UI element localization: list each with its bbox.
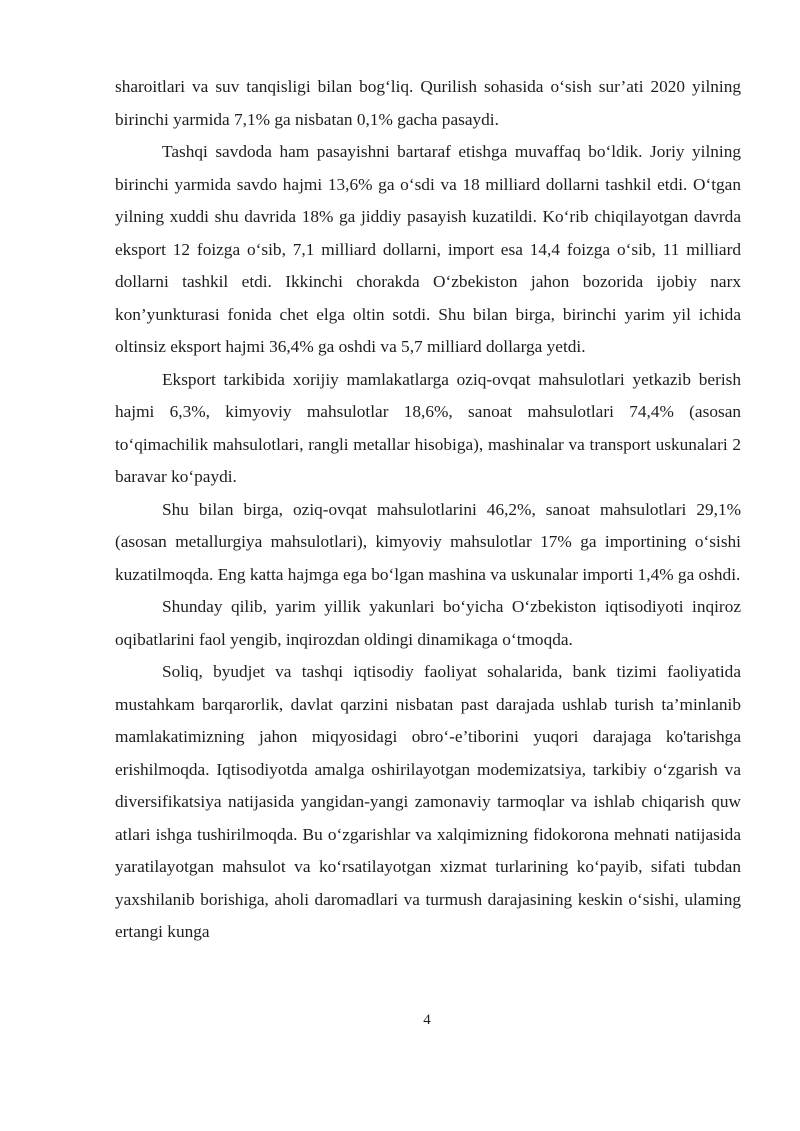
paragraph-stability: Soliq, byudjet va tashqi iqtisodiy faoliyat sohalarida, bank tizimi faoliyatida mustahkam barqarorlik, davlat qarzini nisbatan past darajada ushlab turish ta’minlanib mamlakatimizning jahon miqyosidagi obro‘-e’tiborini yuqori darajaga ko'tarishga erishilmoqda. Iqtisodiyotda amalga oshirilayotgan modemizatsiya, tarkibiy o‘zgarish va diversifikatsiya natijasida yangidan-yangi zamonaviy tarmoqlar va ishlab chiqarish quw atlari ishga tushirilmoqda. Bu o‘zgarishlar va xalqimizning fidokorona mehnati natijasida yaratilayotgan mahsulot va ko‘rsatilayotgan xizmat turlarining ko‘payib, sifati tubdan yaxshilanib borishiga, aholi daromadlari va turmush darajasining keskin o‘sishi, ulaming ertangi kunga: [115, 662, 741, 941]
paragraph-summary: Shunday qilib, yarim yillik yakunlari bo‘yicha O‘zbekiston iqtisodiyoti inqiroz oqibatlarini faol yengib, inqirozdan oldingi dinamikaga o‘tmoqda.: [115, 597, 741, 649]
paragraph-import-growth: Shu bilan birga, oziq-ovqat mahsulotlarini 46,2%, sanoat mahsulotlari 29,1% (asosan metallurgiya mahsulotlari), kimyoviy mahsulotlar 17% ga importining o‘sishi kuzatilmoqda. Eng katta hajmga ega bo‘lgan mashina va uskunalar importi 1,4% ga oshdi.: [115, 499, 741, 584]
body-text: [115, 71, 741, 949]
paragraph-export-structure: Eksport tarkibida xorijiy mamlakatlarga oziq-ovqat mahsulotlari yetkazib berish hajmi 6,3%, kimyoviy mahsulotlar 18,6%, sanoat mahsulotlari 74,4% (asosan to‘qimachilik mahsulotlari, rangli metallar hisobiga), mashinalar va transport uskunalari 2 baravar ko‘paydi.: [115, 369, 741, 486]
paragraph-foreign-trade: Tashqi savdoda ham pasayishni bartaraf etishga muvaffaq bo‘ldik. Joriy yilning birinchi yarmida savdo hajmi 13,6% ga o‘sdi va 18 milliard dollarni tashkil etdi. O‘tgan yilning xuddi shu davrida 18% ga jiddiy pasayish kuzatildi. Ko‘rib chiqilayotgan davrda eksport 12 foizga o‘sib, 7,1 milliard dollarni, import esa 14,4 foizga o‘sib, 11 milliard dollarni tashkil etdi. Ikkinchi chorakda O‘zbekiston jahon bozorida ijobiy narx kon’yunkturasi fonida chet elga oltin sotdi. Shu bilan birga, birinchi yarim yil ichida oltinsiz eksport hajmi 36,4% ga oshdi va 5,7 milliard dollarga yetdi.: [115, 142, 741, 356]
paragraph-continuation: sharoitlari va suv tanqisligi bilan bog‘liq. Qurilish sohasida o‘sish sur’ati 2020 yilning birinchi yarmida 7,1% ga nisbatan 0,1% gacha pasaydi.: [115, 77, 741, 129]
page-number: 4: [423, 1012, 431, 1028]
